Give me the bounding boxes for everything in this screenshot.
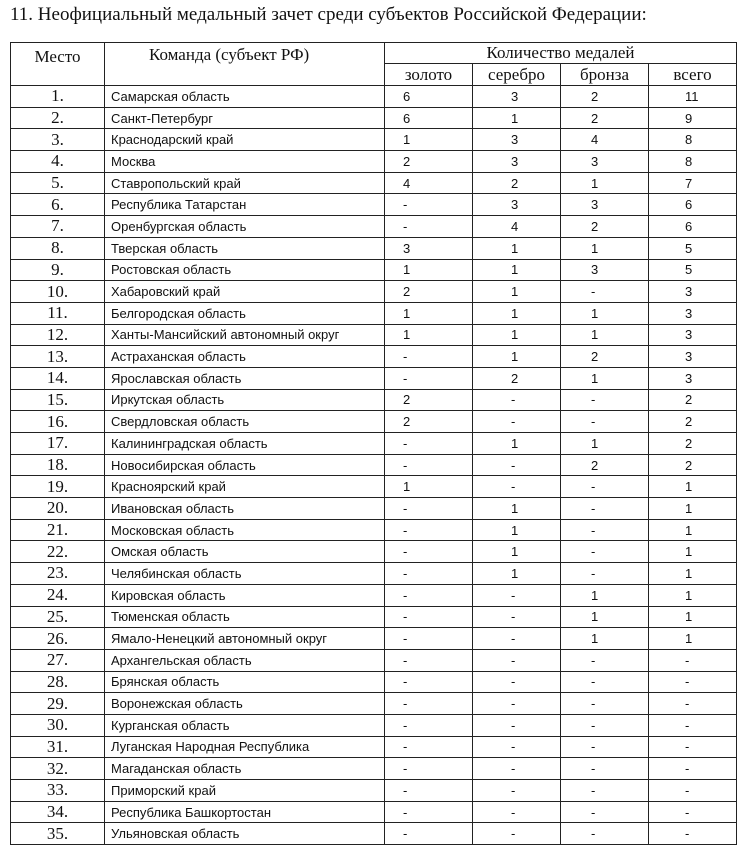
total-cell: - xyxy=(649,736,737,758)
bronze-cell: 1 xyxy=(561,367,649,389)
bronze-cell: - xyxy=(561,281,649,303)
silver-cell: 1 xyxy=(473,541,561,563)
silver-cell: 1 xyxy=(473,324,561,346)
place-cell: 25. xyxy=(11,606,105,628)
total-cell: 5 xyxy=(649,259,737,281)
silver-cell: - xyxy=(473,628,561,650)
team-cell: Оренбургская область xyxy=(105,216,385,238)
gold-cell: 1 xyxy=(385,259,473,281)
gold-cell: - xyxy=(385,346,473,368)
gold-cell: - xyxy=(385,563,473,585)
total-cell: 1 xyxy=(649,584,737,606)
gold-cell: - xyxy=(385,736,473,758)
gold-cell: 4 xyxy=(385,172,473,194)
silver-cell: - xyxy=(473,823,561,845)
total-cell: 2 xyxy=(649,389,737,411)
bronze-cell: - xyxy=(561,780,649,802)
table-row xyxy=(11,628,737,650)
header-team: Команда (субъект РФ) xyxy=(105,43,385,86)
place-cell: 1. xyxy=(11,86,105,108)
silver-cell: - xyxy=(473,736,561,758)
table-row xyxy=(11,476,737,498)
bronze-cell: 3 xyxy=(561,151,649,173)
place-cell: 9. xyxy=(11,259,105,281)
silver-cell: 1 xyxy=(473,498,561,520)
gold-cell: 3 xyxy=(385,237,473,259)
bronze-cell: - xyxy=(561,801,649,823)
table-row xyxy=(11,411,737,433)
team-cell: Ростовская область xyxy=(105,259,385,281)
total-cell: - xyxy=(649,693,737,715)
silver-cell: 2 xyxy=(473,172,561,194)
place-cell: 31. xyxy=(11,736,105,758)
team-cell: Ульяновская область xyxy=(105,823,385,845)
bronze-cell: 2 xyxy=(561,107,649,129)
total-cell: 3 xyxy=(649,324,737,346)
gold-cell: - xyxy=(385,584,473,606)
team-cell: Иркутская область xyxy=(105,389,385,411)
total-cell: 1 xyxy=(649,476,737,498)
team-cell: Москва xyxy=(105,151,385,173)
place-cell: 20. xyxy=(11,498,105,520)
place-cell: 18. xyxy=(11,454,105,476)
place-cell: 8. xyxy=(11,237,105,259)
place-cell: 7. xyxy=(11,216,105,238)
team-cell: Тюменская область xyxy=(105,606,385,628)
gold-cell: - xyxy=(385,628,473,650)
silver-cell: 3 xyxy=(473,129,561,151)
bronze-cell: 3 xyxy=(561,259,649,281)
place-cell: 13. xyxy=(11,346,105,368)
table-row xyxy=(11,86,737,108)
team-cell: Новосибирская область xyxy=(105,454,385,476)
gold-cell: - xyxy=(385,216,473,238)
bronze-cell: 2 xyxy=(561,86,649,108)
bronze-cell: 2 xyxy=(561,346,649,368)
table-row xyxy=(11,367,737,389)
bronze-cell: 1 xyxy=(561,237,649,259)
place-cell: 5. xyxy=(11,172,105,194)
header-medals: Количество медалей xyxy=(385,43,737,64)
team-cell: Хабаровский край xyxy=(105,281,385,303)
silver-cell: - xyxy=(473,649,561,671)
silver-cell: - xyxy=(473,606,561,628)
bronze-cell: 2 xyxy=(561,454,649,476)
total-cell: 3 xyxy=(649,346,737,368)
silver-cell: - xyxy=(473,780,561,802)
bronze-cell: - xyxy=(561,823,649,845)
silver-cell: - xyxy=(473,389,561,411)
team-cell: Ставропольский край xyxy=(105,172,385,194)
silver-cell: 1 xyxy=(473,259,561,281)
total-cell: 6 xyxy=(649,194,737,216)
bronze-cell: 2 xyxy=(561,216,649,238)
total-cell: 2 xyxy=(649,411,737,433)
team-cell: Белгородская область xyxy=(105,302,385,324)
total-cell: 6 xyxy=(649,216,737,238)
total-cell: 1 xyxy=(649,541,737,563)
header-bronze: бронза xyxy=(561,64,649,86)
place-cell: 22. xyxy=(11,541,105,563)
place-cell: 33. xyxy=(11,780,105,802)
bronze-cell: 1 xyxy=(561,433,649,455)
silver-cell: - xyxy=(473,476,561,498)
silver-cell: - xyxy=(473,758,561,780)
silver-cell: - xyxy=(473,693,561,715)
table-row xyxy=(11,519,737,541)
silver-cell: 3 xyxy=(473,151,561,173)
silver-cell: 1 xyxy=(473,237,561,259)
bronze-cell: - xyxy=(561,649,649,671)
silver-cell: - xyxy=(473,454,561,476)
table-row xyxy=(11,541,737,563)
gold-cell: 6 xyxy=(385,107,473,129)
silver-cell: 4 xyxy=(473,216,561,238)
team-cell: Воронежская область xyxy=(105,693,385,715)
table-row xyxy=(11,433,737,455)
table-row xyxy=(11,172,737,194)
total-cell: 2 xyxy=(649,454,737,476)
place-cell: 16. xyxy=(11,411,105,433)
gold-cell: 2 xyxy=(385,281,473,303)
silver-cell: 1 xyxy=(473,433,561,455)
silver-cell: 3 xyxy=(473,194,561,216)
total-cell: 9 xyxy=(649,107,737,129)
total-cell: 2 xyxy=(649,433,737,455)
table-row xyxy=(11,780,737,802)
total-cell: - xyxy=(649,714,737,736)
silver-cell: - xyxy=(473,671,561,693)
place-cell: 12. xyxy=(11,324,105,346)
team-cell: Санкт-Петербург xyxy=(105,107,385,129)
silver-cell: - xyxy=(473,411,561,433)
team-cell: Челябинская область xyxy=(105,563,385,585)
gold-cell: 1 xyxy=(385,476,473,498)
header-total: всего xyxy=(649,64,737,86)
silver-cell: 3 xyxy=(473,86,561,108)
bronze-cell: 4 xyxy=(561,129,649,151)
team-cell: Самарская область xyxy=(105,86,385,108)
table-row xyxy=(11,758,737,780)
total-cell: 1 xyxy=(649,519,737,541)
team-cell: Республика Татарстан xyxy=(105,194,385,216)
silver-cell: 1 xyxy=(473,346,561,368)
table-row xyxy=(11,216,737,238)
gold-cell: - xyxy=(385,801,473,823)
gold-cell: - xyxy=(385,433,473,455)
table-row xyxy=(11,454,737,476)
team-cell: Свердловская область xyxy=(105,411,385,433)
bronze-cell: - xyxy=(561,758,649,780)
bronze-cell: - xyxy=(561,563,649,585)
table-row xyxy=(11,194,737,216)
header-gold: золото xyxy=(385,64,473,86)
total-cell: - xyxy=(649,823,737,845)
team-cell: Ивановская область xyxy=(105,498,385,520)
total-cell: 7 xyxy=(649,172,737,194)
table-row xyxy=(11,714,737,736)
gold-cell: 2 xyxy=(385,411,473,433)
gold-cell: - xyxy=(385,367,473,389)
header-silver: серебро xyxy=(473,64,561,86)
table-row xyxy=(11,649,737,671)
gold-cell: - xyxy=(385,606,473,628)
place-cell: 17. xyxy=(11,433,105,455)
gold-cell: - xyxy=(385,498,473,520)
team-cell: Красноярский край xyxy=(105,476,385,498)
bronze-cell: 1 xyxy=(561,584,649,606)
bronze-cell: 3 xyxy=(561,194,649,216)
table-row xyxy=(11,606,737,628)
total-cell: 3 xyxy=(649,302,737,324)
table-row xyxy=(11,584,737,606)
silver-cell: 1 xyxy=(473,107,561,129)
bronze-cell: - xyxy=(561,519,649,541)
table-row xyxy=(11,107,737,129)
header-place: Место xyxy=(11,43,105,86)
gold-cell: - xyxy=(385,541,473,563)
gold-cell: - xyxy=(385,780,473,802)
bronze-cell: - xyxy=(561,498,649,520)
gold-cell: - xyxy=(385,758,473,780)
bronze-cell: - xyxy=(561,541,649,563)
place-cell: 21. xyxy=(11,519,105,541)
total-cell: 5 xyxy=(649,237,737,259)
table-row xyxy=(11,563,737,585)
place-cell: 29. xyxy=(11,693,105,715)
document-title: 11. Неофициальный медальный зачет среди субъектов Российской Федерации: xyxy=(10,4,647,25)
table-row xyxy=(11,671,737,693)
team-cell: Омская область xyxy=(105,541,385,563)
table-row xyxy=(11,801,737,823)
gold-cell: 2 xyxy=(385,151,473,173)
place-cell: 27. xyxy=(11,649,105,671)
total-cell: 1 xyxy=(649,628,737,650)
place-cell: 34. xyxy=(11,801,105,823)
team-cell: Брянская область xyxy=(105,671,385,693)
bronze-cell: - xyxy=(561,476,649,498)
team-cell: Тверская область xyxy=(105,237,385,259)
gold-cell: - xyxy=(385,714,473,736)
table-body xyxy=(11,86,737,845)
place-cell: 24. xyxy=(11,584,105,606)
table-row xyxy=(11,129,737,151)
bronze-cell: 1 xyxy=(561,324,649,346)
total-cell: 3 xyxy=(649,281,737,303)
team-cell: Приморский край xyxy=(105,780,385,802)
team-cell: Астраханская область xyxy=(105,346,385,368)
bronze-cell: - xyxy=(561,714,649,736)
place-cell: 4. xyxy=(11,151,105,173)
silver-cell: 1 xyxy=(473,302,561,324)
table-row xyxy=(11,237,737,259)
table-row xyxy=(11,324,737,346)
bronze-cell: 1 xyxy=(561,628,649,650)
total-cell: 11 xyxy=(649,86,737,108)
total-cell: - xyxy=(649,801,737,823)
gold-cell: 1 xyxy=(385,302,473,324)
team-cell: Луганская Народная Республика xyxy=(105,736,385,758)
place-cell: 6. xyxy=(11,194,105,216)
total-cell: - xyxy=(649,649,737,671)
team-cell: Калининградская область xyxy=(105,433,385,455)
table-row xyxy=(11,498,737,520)
silver-cell: 1 xyxy=(473,519,561,541)
bronze-cell: - xyxy=(561,693,649,715)
place-cell: 32. xyxy=(11,758,105,780)
silver-cell: - xyxy=(473,584,561,606)
place-cell: 19. xyxy=(11,476,105,498)
team-cell: Магаданская область xyxy=(105,758,385,780)
total-cell: - xyxy=(649,780,737,802)
place-cell: 3. xyxy=(11,129,105,151)
total-cell: - xyxy=(649,671,737,693)
table-row xyxy=(11,823,737,845)
team-cell: Курганская область xyxy=(105,714,385,736)
gold-cell: - xyxy=(385,454,473,476)
total-cell: 1 xyxy=(649,498,737,520)
gold-cell: 6 xyxy=(385,86,473,108)
place-cell: 14. xyxy=(11,367,105,389)
gold-cell: - xyxy=(385,693,473,715)
bronze-cell: - xyxy=(561,671,649,693)
bronze-cell: 1 xyxy=(561,606,649,628)
gold-cell: 2 xyxy=(385,389,473,411)
bronze-cell: - xyxy=(561,389,649,411)
table-row xyxy=(11,693,737,715)
table-row xyxy=(11,736,737,758)
total-cell: 3 xyxy=(649,367,737,389)
total-cell: 1 xyxy=(649,606,737,628)
silver-cell: 1 xyxy=(473,281,561,303)
silver-cell: 2 xyxy=(473,367,561,389)
total-cell: 8 xyxy=(649,129,737,151)
gold-cell: 1 xyxy=(385,324,473,346)
table-row xyxy=(11,281,737,303)
table-row xyxy=(11,259,737,281)
place-cell: 11. xyxy=(11,302,105,324)
gold-cell: - xyxy=(385,671,473,693)
silver-cell: - xyxy=(473,801,561,823)
total-cell: 1 xyxy=(649,563,737,585)
team-cell: Архангельская область xyxy=(105,649,385,671)
table-row xyxy=(11,389,737,411)
bronze-cell: - xyxy=(561,411,649,433)
total-cell: 8 xyxy=(649,151,737,173)
place-cell: 23. xyxy=(11,563,105,585)
team-cell: Краснодарский край xyxy=(105,129,385,151)
team-cell: Кировская область xyxy=(105,584,385,606)
table-row xyxy=(11,302,737,324)
bronze-cell: 1 xyxy=(561,172,649,194)
team-cell: Республика Башкортостан xyxy=(105,801,385,823)
gold-cell: - xyxy=(385,194,473,216)
place-cell: 26. xyxy=(11,628,105,650)
bronze-cell: 1 xyxy=(561,302,649,324)
medal-table xyxy=(10,42,737,845)
total-cell: - xyxy=(649,758,737,780)
team-cell: Ярославская область xyxy=(105,367,385,389)
place-cell: 10. xyxy=(11,281,105,303)
table-row xyxy=(11,346,737,368)
place-cell: 30. xyxy=(11,714,105,736)
table-row xyxy=(11,151,737,173)
team-cell: Московская область xyxy=(105,519,385,541)
place-cell: 35. xyxy=(11,823,105,845)
place-cell: 2. xyxy=(11,107,105,129)
place-cell: 28. xyxy=(11,671,105,693)
bronze-cell: - xyxy=(561,736,649,758)
gold-cell: 1 xyxy=(385,129,473,151)
gold-cell: - xyxy=(385,823,473,845)
silver-cell: 1 xyxy=(473,563,561,585)
silver-cell: - xyxy=(473,714,561,736)
gold-cell: - xyxy=(385,649,473,671)
team-cell: Ханты-Мансийский автономный округ xyxy=(105,324,385,346)
place-cell: 15. xyxy=(11,389,105,411)
team-cell: Ямало-Ненецкий автономный округ xyxy=(105,628,385,650)
gold-cell: - xyxy=(385,519,473,541)
